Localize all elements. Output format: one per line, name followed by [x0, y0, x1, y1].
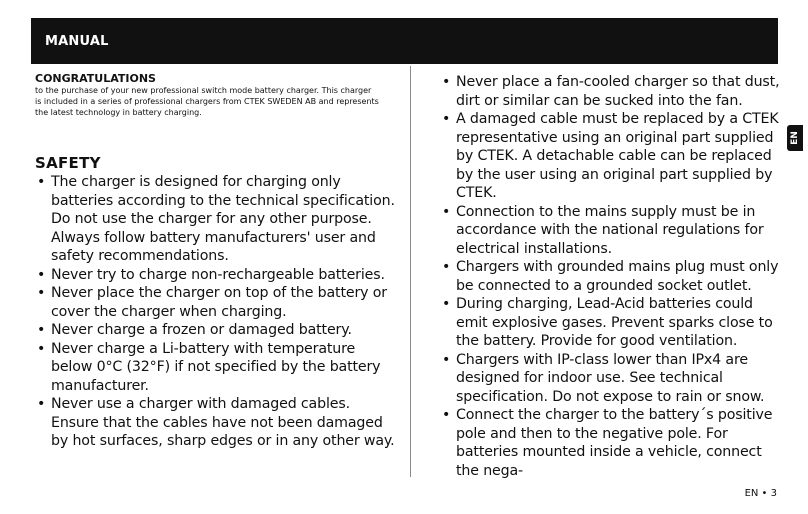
list-item-text: A damaged cable must be replaced by a CTEK representative using an original part supplied by CTEK. A detachable cable can be replaced by the user using an original part supplied by CTEK. [456, 111, 779, 201]
list-item [35, 266, 397, 285]
list-item [440, 203, 785, 259]
bullet-icon: • [442, 407, 451, 423]
bullet-icon: • [37, 396, 46, 412]
list-item [35, 284, 397, 321]
congratulations-text: to the purchase of your new professional switch mode battery charger. This charger is included in a series of professional chargers from CTEK SWEDEN AB and represents the latest technology in battery charging. [35, 86, 379, 117]
list-item [35, 321, 397, 340]
bullet-icon: • [37, 322, 46, 338]
language-tab [787, 125, 803, 151]
list-item [440, 406, 785, 480]
list-item [35, 395, 397, 451]
list-item [440, 110, 785, 203]
column-divider [410, 66, 411, 477]
bullet-icon: • [442, 203, 451, 220]
congratulations-heading: CONGRATULATIONS [35, 72, 156, 85]
list-item-text: Never place the charger on top of the battery or cover the charger when charging. [51, 285, 387, 320]
bullet-icon: • [37, 340, 46, 357]
list-item-text: Chargers with IP-class lower than IPx4 are designed for indoor use. See technical specification. Do not expose to rain or snow. [456, 351, 765, 405]
list-item [35, 340, 397, 396]
list-item [35, 173, 397, 266]
list-item [440, 73, 785, 110]
list-item [440, 351, 785, 407]
left-column [35, 73, 397, 451]
list-item-text: Chargers with grounded mains plug must only be connected to a grounded socket outlet. [456, 259, 779, 294]
language-tab-label: EN [790, 131, 800, 145]
bullet-icon: • [442, 111, 451, 127]
safety-list-right [440, 73, 785, 480]
page-title: MANUAL [45, 34, 109, 49]
list-item-text: The charger is designed for charging only batteries according to the technical specification. Do not use the charger for any other purpose. Always follow battery manufacturers' user and safety recommendations. [51, 174, 395, 264]
bullet-icon: • [442, 259, 451, 275]
bullet-icon: • [37, 174, 46, 190]
bullet-icon: • [442, 74, 451, 90]
safety-heading: SAFETY [35, 154, 101, 172]
bullet-icon: • [442, 296, 451, 312]
page-number: EN • 3 [744, 488, 777, 499]
safety-list-left [35, 173, 397, 451]
list-item-text: Never try to charge non-rechargeable batteries. [51, 266, 385, 283]
list-item-text: Never place a fan-cooled charger so that dust, dirt or similar can be sucked into the fan. [456, 74, 780, 109]
list-item [440, 295, 785, 351]
list-item-text: Never use a charger with damaged cables. Ensure that the cables have not been damaged by hot surfaces, sharp edges or in any other way. [51, 396, 395, 449]
list-item-text: During charging, Lead-Acid batteries could emit explosive gases. Prevent sparks close to the battery. Provide for good ventilation. [456, 296, 773, 349]
bullet-icon: • [37, 285, 46, 301]
bullet-icon: • [442, 351, 451, 368]
list-item-text: Never charge a Li-battery with temperature below 0°C (32°F) if not specified by the battery manufacturer. [51, 340, 381, 394]
list-item [440, 258, 785, 295]
list-item-text: Connect the charger to the battery´s positive pole and then to the negative pole. For batteries mounted inside a vehicle, connect the nega- [456, 407, 773, 479]
list-item-text: Connection to the mains supply must be in accordance with the national regulations for electrical installations. [456, 203, 764, 257]
bullet-icon: • [37, 266, 46, 283]
list-item-text: Never charge a frozen or damaged battery. [51, 322, 352, 338]
header-bar [31, 18, 778, 64]
right-column [440, 73, 785, 480]
